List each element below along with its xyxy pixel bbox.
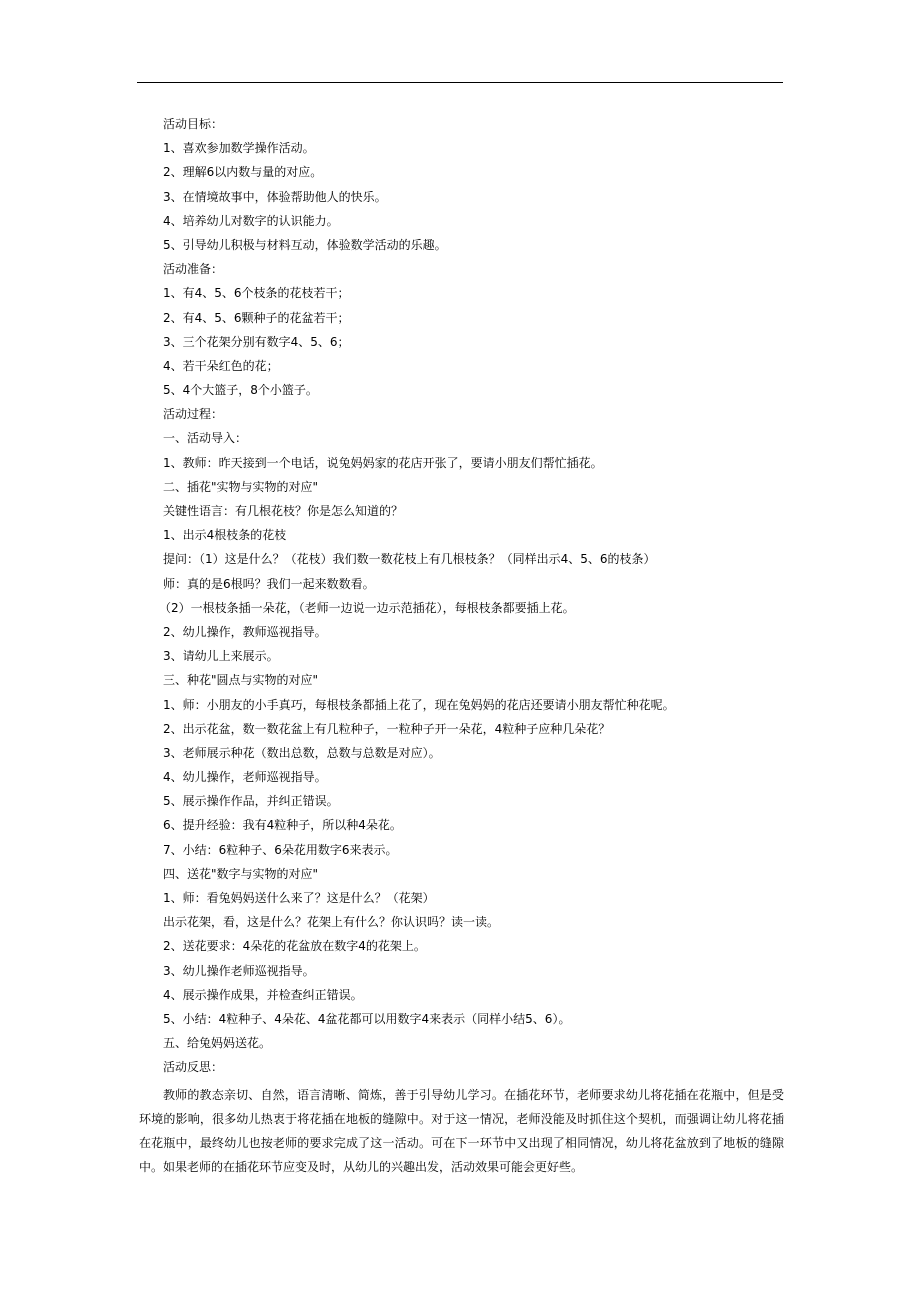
- preparation-item: 1、有4、5、6个枝条的花枝若干；: [163, 286, 350, 301]
- process-item: 4、展示操作成果，并检查纠正错误。: [163, 987, 363, 1002]
- process-step-heading: 三、种花"圆点与实物的对应": [163, 673, 319, 688]
- process-step-heading: 四、送花"数字与实物的对应": [163, 866, 319, 881]
- goal-item: 3、在情境故事中，体验帮助他人的快乐。: [163, 189, 387, 204]
- process-item: 2、幼儿操作，教师巡视指导。: [163, 624, 327, 639]
- process-item: 2、送花要求：4朵花的花盆放在数字4的花架上。: [163, 939, 426, 954]
- process-item: 1、教师：昨天接到一个电话，说兔妈妈家的花店开张了，要请小朋友们帮忙插花。: [163, 455, 603, 470]
- process-item: 5、展示操作作品，并纠正错误。: [163, 794, 339, 809]
- preparation-item: 2、有4、5、6颗种子的花盆若干；: [163, 310, 350, 325]
- process-step-heading: 一、活动导入：: [163, 431, 248, 446]
- process-item: 5、小结：4粒种子、4朵花、4盆花都可以用数字4来表示（同样小结5、6）。: [163, 1011, 571, 1026]
- preparation-item: 4、若干朵红色的花；: [163, 358, 279, 373]
- process-item: 2、出示花盆，数一数花盆上有几粒种子，一粒种子开一朵花，4粒种子应种几朵花？: [163, 721, 611, 736]
- process-step-heading: 二、插花"实物与实物的对应": [163, 479, 319, 494]
- process-item: 师：真的是6根吗？我们一起来数数看。: [163, 576, 375, 591]
- goal-item: 2、理解6以内数与量的对应。: [163, 165, 323, 180]
- process-item: 3、请幼儿上来展示。: [163, 649, 279, 664]
- goal-item: 5、引导幼儿积极与材料互动，体验数学活动的乐趣。: [163, 237, 447, 252]
- process-item: 关键性语言：有几根花枝？你是怎么知道的？: [163, 504, 404, 518]
- reflection-paragraph: 教师的教态亲切、自然，语言清晰、简炼，善于引导幼儿学习。在插花环节，老师要求幼儿将花插在花瓶中，但是受环境的影响，很多幼儿热衷于将花插在地板的缝隙中。对于这一情况，老师没能及时抓住这个契机，而强调让幼儿将花插在花瓶中，最终幼儿也按老师的要求完成了这一活动。可在下一环节中又出现了相同情况，幼儿将花盆放到了地板的缝隙中。如果老师的在插花环节应变及时，从幼儿的兴趣出发，活动效果可能会更好些。: [139, 1087, 784, 1174]
- section-heading-preparation: 活动准备：: [163, 262, 224, 277]
- goal-item: 4、培养幼儿对数字的认识能力。: [163, 213, 339, 228]
- process-item: 6、提升经验：我有4粒种子，所以种4朵花。: [163, 818, 402, 833]
- process-item: 7、小结：6粒种子、6朵花用数字6来表示。: [163, 842, 398, 857]
- process-item: 出示花架，看，这是什么？花架上有什么？你认识吗？读一读。: [163, 915, 500, 930]
- process-item: 1、师：看兔妈妈送什么来了？这是什么？（花架）: [163, 891, 435, 905]
- process-step-heading: 五、给兔妈妈送花。: [163, 1036, 272, 1051]
- section-heading-process: 活动过程：: [163, 407, 224, 422]
- process-item: 1、师：小朋友的小手真巧，每根枝条都插上花了，现在兔妈妈的花店还要请小朋友帮忙种花呢。: [163, 697, 675, 712]
- process-item: （2）一根枝条插一朵花，（老师一边说一边示范插花），每根枝条都要插上花。: [159, 600, 575, 615]
- process-item: 3、幼儿操作老师巡视指导。: [163, 963, 315, 978]
- process-item: 提问：（1）这是什么？（花枝）我们数一数花枝上有几根枝条？（同样出示4、5、6的枝条）: [163, 552, 656, 567]
- section-heading-reflection: 活动反思：: [163, 1060, 224, 1075]
- preparation-item: 3、三个花架分别有数字4、5、6；: [163, 334, 350, 349]
- process-item: 4、幼儿操作，老师巡视指导。: [163, 770, 327, 785]
- process-item: 1、出示4根枝条的花枝: [163, 528, 287, 543]
- preparation-item: 5、4个大篮子，8个小篮子。: [163, 383, 318, 398]
- section-heading-goals: 活动目标：: [163, 117, 224, 131]
- goal-item: 1、喜欢参加数学操作活动。: [163, 141, 315, 156]
- process-item: 3、老师展示种花（数出总数，总数与总数是对应）。: [163, 745, 441, 760]
- header-rule: [137, 82, 783, 83]
- document-body: [0, 114, 920, 1179]
